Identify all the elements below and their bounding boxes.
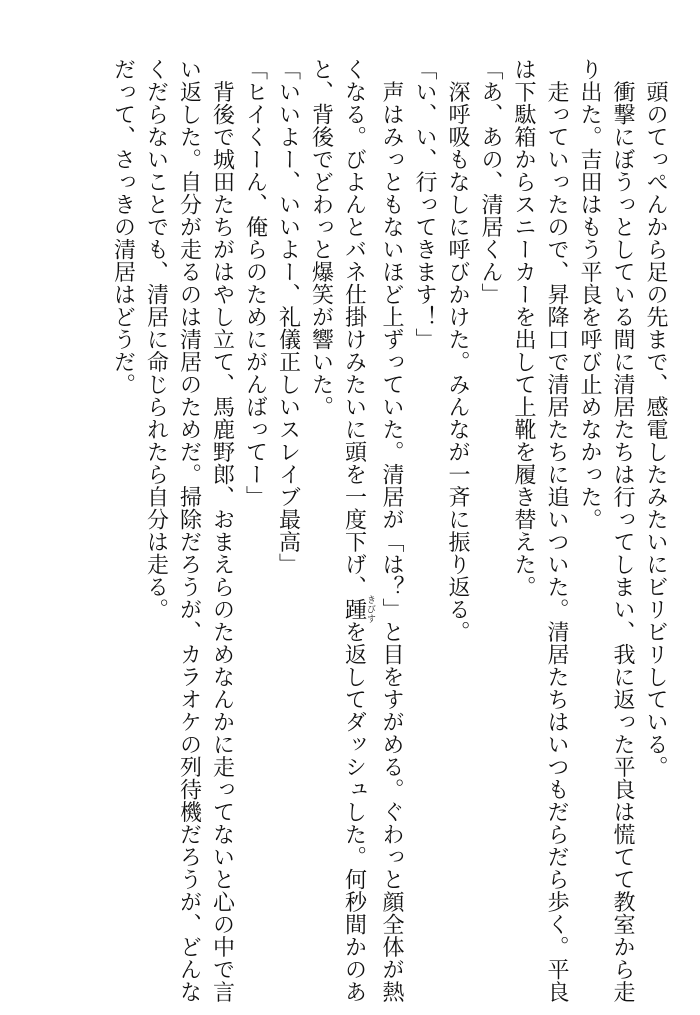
text-line-5: は下駄箱からスニーカーを出して上靴を履き替えた。 [511,58,536,598]
text-line-10-tail: を返してダッシュした。何秒間かのあ [341,620,367,1003]
text-line-10 [338,58,376,1003]
text-line-12: 「いいよー、いいよー、礼儀正しいスレイブ最高」 [275,58,301,576]
text-line-14: 背後で城田たちがはやし立て、馬鹿野郎、おまえらのためなんかに走ってないと心の中で言 [209,58,235,1003]
text-line-3: り出た。吉田はもう平良を呼び止めなかった。 [577,58,602,531]
text-line-9 [375,58,408,1003]
text-line-10-main: くなる。びよんとバネ仕掛けみたいに頭を一度下げ、 [341,58,367,598]
text-line-8: 「い、い、行ってきます！」 [412,58,437,351]
ruby-reading: きびす [365,595,375,624]
text-line-4: 走っていったので、昇降口で清居たちに追いついた。清居たちはいつもだらだら歩く。平良 [544,58,569,1003]
text-line-11: と、背後でどわっと爆笑が響いた。 [308,58,334,418]
text-line-6: 「あ、あの、清居くん」 [478,58,503,306]
text-line-7: 深呼吸もなしに呼びかけた。みんなが一斉に振り返る。 [445,58,470,643]
vertical-text-body [107,58,673,1003]
ruby-base: 踵 [341,595,367,624]
text-line-1: 頭のてっぺんから足の先まで、感電したみたいにビリビリしている。 [643,58,668,778]
text-line-16: くだらないことでも、清居に命じられたら自分は走る。 [143,58,169,621]
text-line-13: 「ヒイくーん、俺らのためにがんばってー」 [242,58,268,508]
text-line-15: い返した。自分が走るのは清居のためだ。掃除だろうが、カラオケの列待機だろうが、どんな [176,58,202,1003]
ruby-annotation [341,595,375,624]
text-line-9-main: 声はみっともないほど上ずっていた。清居が「は？」と目をすがめる。ぐわっと顔全体が熱 [379,58,404,1003]
text-line-2: 衝撃にぼうっとしている間に清居たちは行ってしまい、我に返った平良は慌てて教室から走 [610,58,635,1003]
text-line-17: だって、さっきの清居はどうだ。 [110,58,136,396]
